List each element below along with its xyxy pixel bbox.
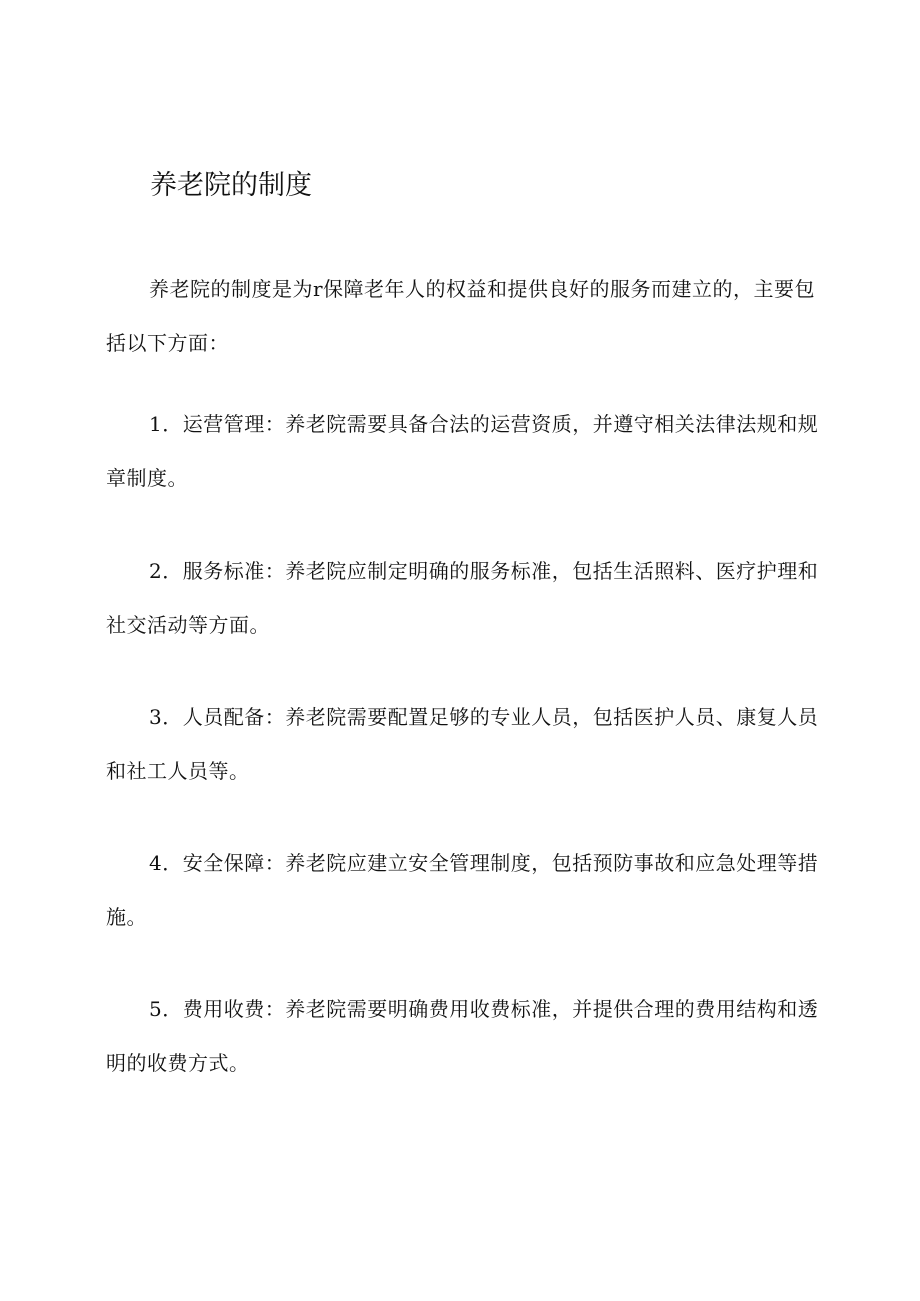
list-item-safety: 4．安全保障：养老院应建立安全管理制度，包括预防事故和应急处理等措施。 (106, 851, 819, 929)
list-item-fees: 5．费用收费：养老院需要明确费用收费标准，并提供合理的费用结构和透明的收费方式。 (106, 997, 819, 1075)
list-item-service-standards: 2．服务标准：养老院应制定明确的服务标准，包括生活照料、医疗护理和社交活动等方面。 (106, 559, 819, 637)
page-title: 养老院的制度 (150, 170, 312, 201)
list-item-operation-management: 1．运营管理：养老院需要具备合法的运营资质，并遵守相关法律法规和规章制度。 (106, 412, 819, 490)
list-item-staffing: 3．人员配备：养老院需要配置足够的专业人员，包括医护人员、康复人员和社工人员等。 (106, 705, 819, 783)
intro-paragraph: 养老院的制度是为r保障老年人的权益和提供良好的服务而建立的，主要包括以下方面： (106, 277, 816, 355)
